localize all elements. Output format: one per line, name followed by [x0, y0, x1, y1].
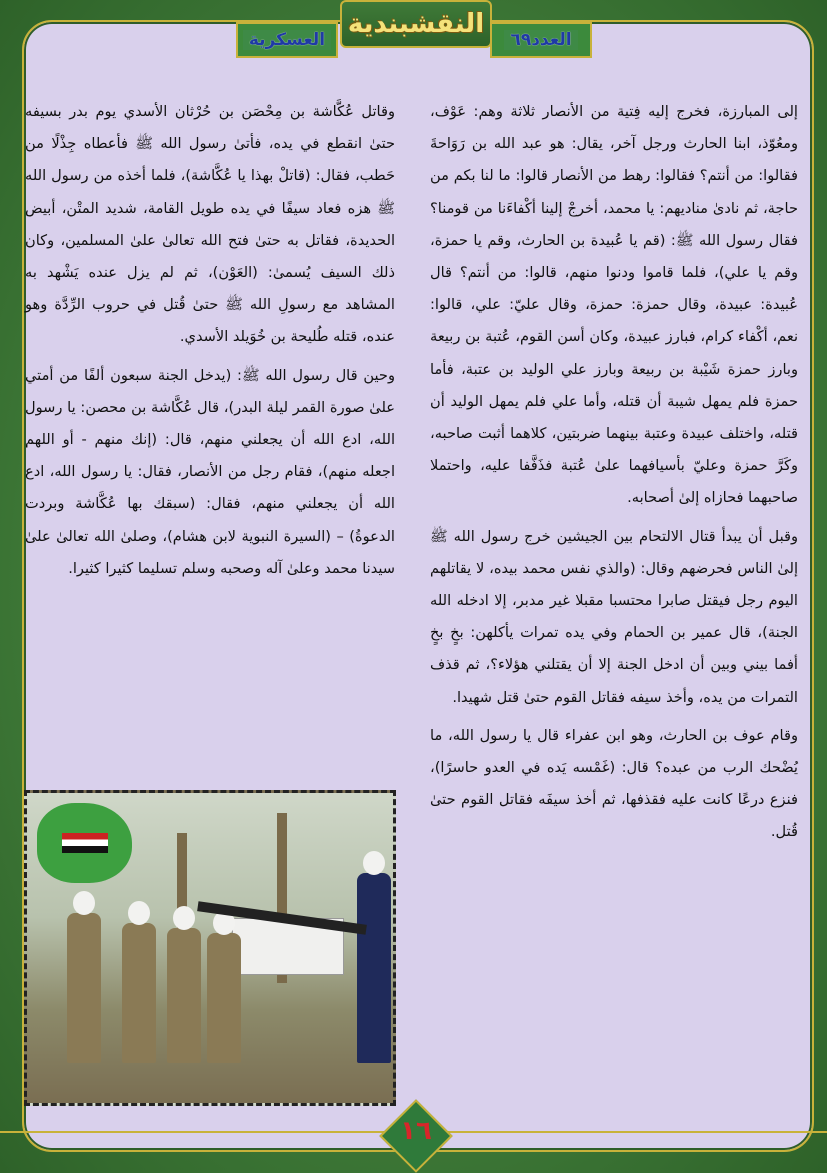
right-paragraph-2: وقبل أن يبدأ قتال الالتحام بين الجيشين خرج رسول الله ﷺ إلىٰ الناس فحرضهم وقال: (والذي نفس محمد بيده، لا يقاتلهم اليوم رجل فيقتل صابرا محتسبا مقبلا غير مدبر، إلا ادخله الله الجنة)، قال عمير بن الحمام وفي يده تمرات يأكلهن: بخٍ بخٍ أفما بيني وبين أن ادخل الجنة إلا أن يقتلني هؤلاء؟، ثم قذف التمرات من يده، وأخذ سيفه فقاتل القوم حتىٰ قتل شهيدا.	[430, 527, 798, 706]
section-label: العسكرية	[243, 30, 331, 50]
fighter-figure	[167, 928, 201, 1063]
left-paragraph-2: وحين قال رسول الله ﷺ: (يدخل الجنة سبعون ألفًا من أمتي علىٰ صورة القمر ليلة البدر)، قال عُكَّاشة بن محصن: يا رسول الله، ادع الله أن يجعلني منهم، قال: (إنك منهم - أو اللهم اجعله منهم)، فقام رجل من الأنصار، فقال: يا رسول الله، ادع الله أن يجعلني منهم، فقال: (سبقك بها عُكَّاشة وبردت الدعوةُ) – (السيرة النبوية لابن هشام)، وصلىٰ الله تعالىٰ علىٰ سيدنا محمد وعلىٰ آله وصحبه وسلم تسليما كثيرا كثيرا.	[25, 366, 395, 577]
fighter-figure	[207, 933, 241, 1063]
fighters-photo	[24, 790, 396, 1106]
left-paragraph-1: وقاتل عُكَّاشة بن مِحْصَن بن حُرْثان الأسدي يوم بدر بسيفه حتىٰ انقطع في يده، فأتىٰ رسول الله ﷺ فأعطاه جِذْلًا من حَطب، فقال: (قاتلْ بهذا يا عُكَّاشة)، فلما أخذه من رسول الله ﷺ هزه فعاد سيفًا في يده طويل القامة، شديد المتْن، أبيض الحديدة، فقاتل به حتىٰ فتح الله تعالىٰ علىٰ المسلمين، وكان ذلك السيف يُسمىٰ: (العَوْن)، ثم لم يزل عنده يَشْهد به المشاهد مع رسولِ الله ﷺ حتىٰ قُتل في حروب الرِّدَّة وهو عنده، قتله طُليحة بن خُوَيلد الأسدي.	[25, 103, 395, 346]
emblem-logo	[37, 803, 132, 883]
page-number: ١٦	[400, 1116, 432, 1146]
section-tab	[236, 22, 338, 58]
fighter-figure	[122, 923, 156, 1063]
issue-tab	[490, 22, 592, 58]
right-column	[430, 96, 798, 849]
left-column	[25, 96, 395, 585]
masthead-logo	[340, 0, 492, 48]
fighter-figure	[357, 873, 391, 1063]
right-paragraph-3: وقام عوف بن الحارث، وهو ابن عفراء قال يا رسول الله، ما يُضْحك الرب من عبده؟ قال: (غَمْسه يَده في العدو حاسرًا)، فنزع درعًا كانت عليه فقذفها، ثم أخذ سيفَه فقاتل القوم حتىٰ قُتل.	[430, 726, 798, 841]
fighter-figure	[67, 913, 101, 1063]
masthead-title: النقشبندية	[347, 9, 485, 39]
issue-label: العدد٦٩	[504, 30, 577, 50]
right-paragraph-1: إلى المبارزة، فخرج إليه فِتية من الأنصار ثلاثة وهم: عَوْف، ومعُوّذ، ابنا الحارث ورجل آخر، يقال: هو عبد الله بن رَوَاحةَ فقالوا: من أنتم؟ فقالوا: رهط من الأنصار قالوا: ما لنا بكم من حاجة، ثم نادىٰ مناديهم: يا محمد، أخرجْ إلينا أكْفاءَنا من قومنا؟ فقال رسول الله ﷺ: (قم يا عُبيدة بن الحارث، وقم يا حمزة، وقم يا علي)، فلما قاموا ودنوا منهم، قالوا: من أنتم؟ قال عُبيدة: عبيدة، وقال حمزة: حمزة، وقال عليّ: علي، قالوا: نعم، أكْفاء كرام، فبارز عبيدة، وكان أسن القوم، عُتبة بن ربيعة وبارز حمزة شَيْبة بن ربيعة وبارز علي الوليد بن عتبة، فأما حمزة فلم يمهل شيبة أن قتله، وأما علي فلم يمهل الوليد أن قتله، واختلف عبيدة وعتبة بينهما ضربتين، كلاهما أثبت صاحبه، وكَرَّ حمزة وعليّ بأسيافهما علىٰ عُتبة فذَفَّفا عليه، واحتملا صاحبهما فحازاه إلىٰ أصحابه.	[430, 103, 798, 507]
